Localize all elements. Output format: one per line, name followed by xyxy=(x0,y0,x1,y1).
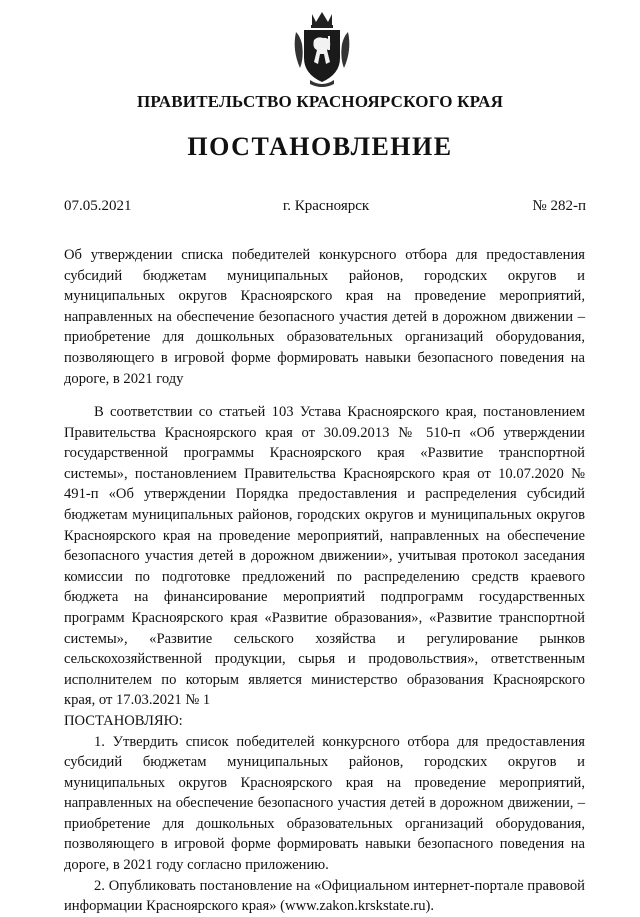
item-1-paragraph: 1. Утвердить список победителей конкурсного отбора для предоставления субсидий бюджетам муниципальных районов, городских округов и муниципальных округов Красноярского края на проведение мероприятий, направленных на обеспечение безопасного участия детей в дорожном движении, – приобретение для дошкольных образовательных организаций оборудования, позволяющего в игровой форме формировать навыки безопасного поведения на дороге, в 2021 году согласно приложению. xyxy=(64,733,585,874)
krasnoyarsk-coat-of-arms-icon xyxy=(290,10,354,88)
item-2-paragraph: 2. Опубликовать постановление на «Официальном интернет-портале правовой информации Красноярского края» (www.zakon.krskstate.ru). xyxy=(64,877,585,915)
document-subject: Об утверждении списка победителей конкурсного отбора для предоставления субсидий бюджетам муниципальных районов, городских округов и муниципальных округов Красноярского края на проведение мероприятий, направленных на обеспечение безопасного участия детей в дорожном движении – приобретение для дошкольных образовательных организаций оборудования, позволяющего в игровой форме формировать навыки безопасного поведения на дороге, в 2021 году xyxy=(64,247,585,387)
document-body xyxy=(64,402,585,917)
document-date: 07.05.2021 xyxy=(64,198,132,214)
document-city: г. Красноярск xyxy=(282,198,370,214)
decree-word: ПОСТАНОВЛЯЮ: xyxy=(64,712,183,729)
preamble-paragraph: В соответствии со статьей 103 Устава Красноярского края, постановлением Правительства Красноярского края от 30.09.2013 № 510-п «Об утверждении государственной программы Красноярского края «Развитие транспортной системы», постановлением Правительства Красноярского края от 10.07.2020 № 491-п «Об утверждении Порядка предоставления и распределения субсидий бюджетам муниципальных районов, городских округов и муниципальных округов Красноярского края на проведение мероприятий, направленных на обеспечение безопасного участия детей в дорожном движении», учитывая протокол заседания комиссии по подготовке предложений по распределению средств краевого бюджета на финансирование мероприятий подпрограмм государственных программ Красноярского края «Развитие образования», «Развитие транспортной системы», «Развитие сельского хозяйства и регулирование рынков сельскохозяйственной продукции, сырья и продовольствия», ответственным исполнителем по которым является министерство образования Красноярского края, от 17.03.2021 № 1 xyxy=(64,404,585,709)
document-type-title: ПОСТАНОВЛЕНИЕ xyxy=(187,132,453,161)
government-name: ПРАВИТЕЛЬСТВО КРАСНОЯРСКОГО КРАЯ xyxy=(136,92,504,111)
document-number: № 282-п xyxy=(532,198,586,214)
